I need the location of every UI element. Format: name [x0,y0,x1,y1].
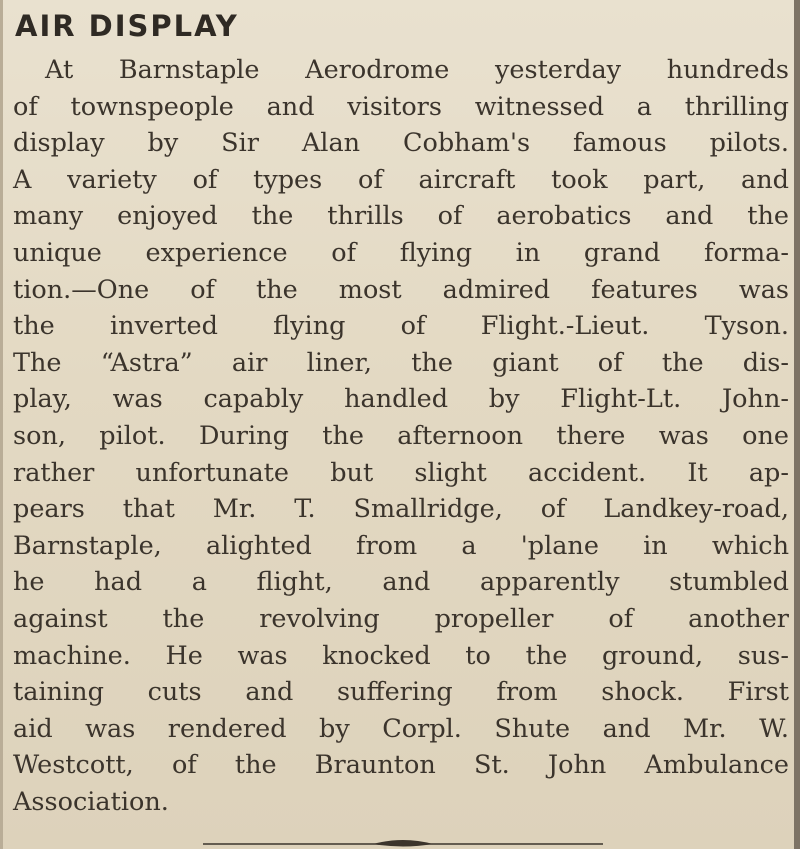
article-line: aid was rendered by Corpl. Shute and Mr. W. [13,713,789,744]
article-line: unique experience of flying in grand forma- [13,237,789,268]
divider-ornament-icon [203,836,603,849]
article-line: play, was capably handled by Flight-Lt. John- [13,384,789,415]
decorative-divider [203,836,603,849]
article-line: taining cuts and suffering from shock. First [13,677,789,708]
article-line: son, pilot. During the afternoon there was one [13,420,789,451]
article-line: he had a flight, and apparently stumbled [13,567,789,598]
article-line: Westcott, of the Braunton St. John Ambulance [13,750,789,781]
article-line: pears that Mr. T. Smallridge, of Landkey-road, [13,494,789,525]
article-body [13,52,789,820]
article-line: At Barnstaple Aerodrome yesterday hundreds [45,55,789,85]
article-line: display by Sir Alan Cobham's famous pilots. [13,128,789,159]
headline: AIR DISPLAY [15,9,239,43]
article-line: of townspeople and visitors witnessed a thrilling [13,91,789,122]
article-line: machine. He was knocked to the ground, sus- [13,640,789,671]
article-line: against the revolving propeller of another [13,603,789,634]
article-line: The “Astra” air liner, the giant of the dis- [13,347,789,378]
article-line: A variety of types of aircraft took part, and [13,164,789,195]
article-line: tion.—One of the most admired features was [13,274,789,305]
article-line: Barnstaple, alighted from a 'plane in which [13,530,789,561]
article-line: the inverted flying of Flight.-Lieut. Tyson. [13,311,789,342]
article-line: rather unfortunate but slight accident. It ap- [13,457,789,488]
article-line: Association. [13,786,169,817]
article-line: many enjoyed the thrills of aerobatics and the [13,201,789,232]
